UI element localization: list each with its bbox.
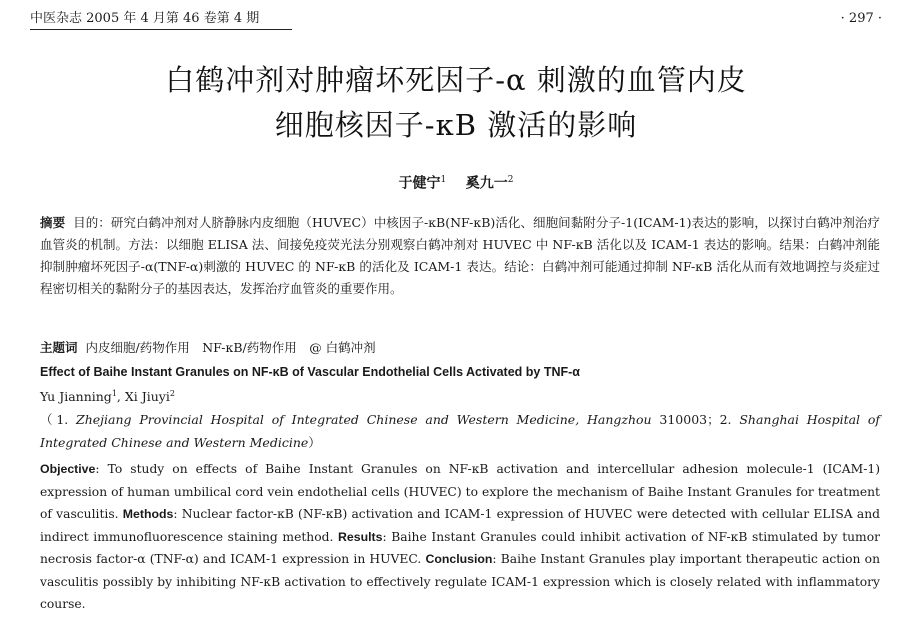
en-author-2: Xi Jiuyi <box>124 389 170 405</box>
affil-institution-1: Zhejiang Provincial Hospital of Integrated Chinese and Western Medicine, Hangzhou <box>76 412 652 427</box>
en-author-1-affil: 1 <box>111 389 117 398</box>
results-label: Results <box>338 529 383 544</box>
english-abstract <box>40 458 880 616</box>
header-underline <box>30 29 292 30</box>
journal-citation: 中医杂志 2005 年 4 月第 46 卷第 4 期 <box>30 11 260 26</box>
en-author-2-affil: 2 <box>169 389 175 398</box>
title-line-1: 白鹤冲剂对肿瘤坏死因子-α 刺激的血管内皮 <box>165 63 747 97</box>
author-line <box>0 170 912 194</box>
affil-open: （1. <box>40 412 77 427</box>
methods-text: : Nuclear factor-κB (NF-κB) activation and ICAM-1 expression of HUVEC were detected with cellular ELISA and indirect immunofluorescence staining method. <box>40 507 880 544</box>
chinese-abstract <box>40 212 880 300</box>
keywords-text: 内皮细胞/药物作用 NF-κB/药物作用 @ 白鹤冲剂 <box>85 340 376 355</box>
methods-label: Methods <box>122 507 174 521</box>
objective-text: : To study on effects of Baihe Instant Granules on NF-κB activation and intercellular adhesion molecule-1 (ICAM-1) expression of human umbilical cord vein endothelial cells (HUVEC) to explore the mechanism of Baihe Instant Granules for treatment of vasculitis. <box>40 462 880 521</box>
author-1-affil: 1 <box>440 175 447 185</box>
keywords <box>40 338 880 358</box>
running-header <box>30 10 882 32</box>
en-author-separator: , <box>116 389 125 405</box>
abstract-label: 摘要 <box>40 215 66 230</box>
affil-close: ） <box>308 435 321 450</box>
affil-mid: 310003；2. <box>651 412 740 427</box>
page-number: · 297 · <box>840 11 882 26</box>
english-authors <box>40 385 175 406</box>
conclusion-label: Conclusion <box>425 552 493 566</box>
en-author-1: Yu Jianning <box>40 389 112 405</box>
keywords-label: 主题词 <box>40 340 78 355</box>
conclusion-text: : Baihe Instant Granules play important therapeutic action on vasculitis possibly by inhibiting NF-κB activation to effectively regulate ICAM-1 expression which is closely related with inflammatory course. <box>40 552 880 611</box>
title-line-2: 细胞核因子-κB 激活的影响 <box>274 108 638 142</box>
objective-label: Objective <box>40 462 96 476</box>
abstract-text: 目的：研究白鹤冲剂对人脐静脉内皮细胞（HUVEC）中核因子-κB(NF-κB)活化、细胞间黏附分子-1(ICAM-1)表达的影响，以探讨白鹤冲剂治疗血管炎的机制。方法：以细胞 ELISA 法、间接免疫荧光法分别观察白鹤冲剂对 HUVEC 中 NF-κB 活化以及 ICAM-1 表达的影响。结果：白鹤冲剂能抑制肿瘤坏死因子-α(TNF-α)刺激的 HUVEC 的 NF-κB 的活化及 ICAM-1 表达。结论：白鹤冲剂可能通过抑制 NF-κB 活化从而有效地调控与炎症过程密切相关的黏附分子的基因表达，发挥治疗血管炎的重要作用。 <box>40 215 880 296</box>
english-title: Effect of Baihe Instant Granules on NF-κB of Vascular Endothelial Cells Activated by TNF-α <box>40 365 580 379</box>
author-2: 奚九一 <box>465 175 508 192</box>
article-title <box>0 58 912 148</box>
results-text: : Baihe Instant Granules could inhibit activation of NF-κB stimulated by tumor necrosis factor-α (TNF-α) and ICAM-1 expression in HUVEC. <box>40 529 880 566</box>
affiliations <box>40 408 880 454</box>
author-1: 于健宁 <box>398 175 441 192</box>
author-2-affil: 2 <box>507 175 514 185</box>
affil-institution-2: Shanghai Hospital of Integrated Chinese and Western Medicine <box>40 412 880 450</box>
